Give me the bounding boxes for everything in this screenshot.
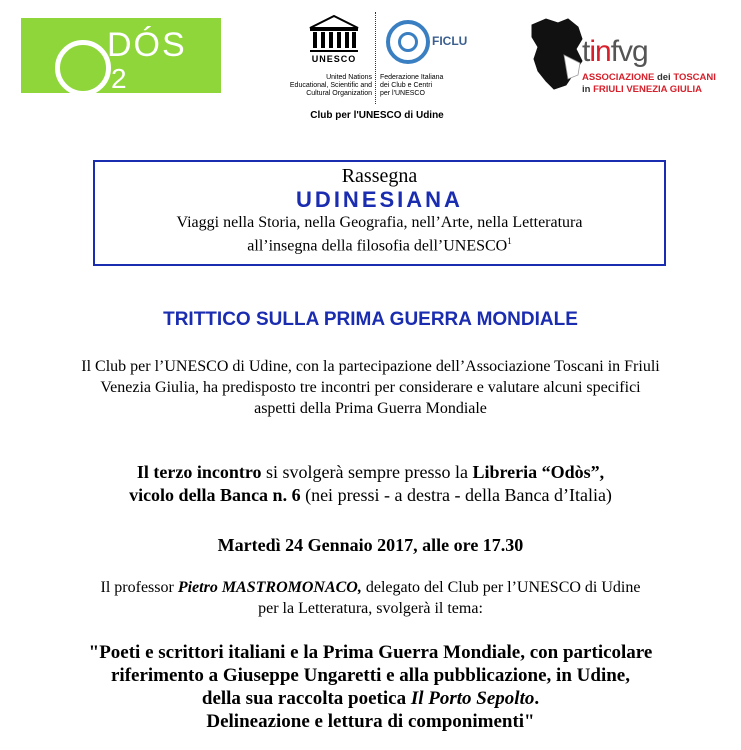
talk-topic <box>0 641 741 733</box>
event-date: Martedì 24 Gennaio 2017, alle ore 17.30 <box>217 535 524 555</box>
logo-divider <box>375 12 376 104</box>
rassegna-label: Rassegna <box>341 165 418 187</box>
venue-line-2 <box>0 484 741 507</box>
terzo-incontro: Il terzo incontro <box>136 462 262 482</box>
rassegna-subtitle-2-text: all’insegna della filosofia dell’UNESCO <box>247 237 508 255</box>
ficlu-circle-icon <box>386 20 430 64</box>
unesco-org-text <box>272 74 372 98</box>
topic-line: "Poeti e scrittori italiani e la Prima Guerra Mondiale, con particolare <box>88 642 653 663</box>
speaker-role: delegato del Club per l’UNESCO di Udine <box>361 579 641 596</box>
unesco-org-line: Cultural Organization <box>306 90 372 97</box>
tinfvg-logo <box>528 15 733 100</box>
intro-line: Venezia Giulia, ha predisposto tre incontri per considerare e valutare alcuni specifici <box>100 379 641 396</box>
brand-t: t <box>582 35 590 68</box>
tinfvg-region: FRIULI VENEZIA GIULIA <box>593 84 702 95</box>
unesco-temple-icon <box>308 14 360 54</box>
libreria-name: Libreria “Odòs”, <box>472 462 605 482</box>
speaker-line-1 <box>0 577 741 598</box>
brand-fvg: fvg <box>610 35 648 68</box>
rassegna-subtitle: Viaggi nella Storia, nella Geografia, nell’Arte, nella Letteratura <box>176 214 583 231</box>
ficlu-org-line: per l'UNESCO <box>380 90 425 97</box>
speaker-prefix: Il professor <box>100 579 178 596</box>
tinfvg-assoc: ASSOCIAZIONE <box>582 72 657 83</box>
unesco-word: UNESCO <box>311 54 357 64</box>
udinesiana-title: UDINESIANA <box>296 187 463 212</box>
ficlu-name: FICLU <box>432 34 468 48</box>
ficlu-org-text <box>380 74 480 98</box>
intro-paragraph <box>0 356 741 419</box>
venue-paragraph <box>0 461 741 507</box>
book-title: Il Porto Sepolto <box>410 688 535 709</box>
tinfvg-line1 <box>582 72 716 83</box>
tinfvg-dei: dei <box>656 72 674 83</box>
unesco-ficlu-logo <box>272 10 482 125</box>
tinfvg-brand <box>582 37 648 67</box>
venue-text: si svolgerà sempre presso la <box>261 462 473 482</box>
tinfvg-in: in <box>582 84 594 95</box>
topic-text: della sua raccolta poetica <box>201 688 411 709</box>
topic-line: Delineazione e lettura di componimenti" <box>206 711 535 732</box>
page-title: TRITTICO SULLA PRIMA GUERRA MONDIALE <box>163 309 578 330</box>
club-udine-line: Club per l'UNESCO di Udine <box>310 110 444 121</box>
speaker-name: Pietro MASTROMONACO, <box>177 579 362 596</box>
unesco-org-line: United Nations <box>326 74 372 81</box>
intro-line: Il Club per l’UNESCO di Udine, con la partecipazione dell’Associazione Toscani in Friuli <box>81 358 660 375</box>
tinfvg-toscani: TOSCANI <box>673 72 716 83</box>
odos-logo <box>21 18 221 93</box>
rassegna-box <box>93 160 666 266</box>
ficlu-org-line: dei Club e Centri <box>380 82 433 89</box>
odos-logo-word: DÓS <box>107 26 187 64</box>
ficlu-org-line: Federazione Italiana <box>380 74 444 81</box>
venue-line-1 <box>0 461 741 484</box>
odos-logo-subscript: 2 <box>111 63 127 93</box>
rassegna-subtitle-2 <box>95 232 664 255</box>
tinfvg-line2 <box>582 84 702 95</box>
topic-period: . <box>534 688 540 709</box>
speaker-line-2: per la Letteratura, svolgerà il tema: <box>258 600 483 617</box>
speaker-paragraph <box>0 577 741 619</box>
venue-note: (nei pressi - a destra - della Banca d’Italia) <box>300 485 612 505</box>
unesco-org-line: Educational, Scientific and <box>289 82 372 89</box>
brand-in: in <box>589 35 611 68</box>
intro-line: aspetti della Prima Guerra Mondiale <box>254 400 487 417</box>
topic-line <box>0 687 741 710</box>
footnote-mark: 1 <box>507 236 512 246</box>
venue-address: vicolo della Banca n. 6 <box>129 485 301 505</box>
topic-line: riferimento a Giuseppe Ungaretti e alla pubblicazione, in Udine, <box>111 665 630 686</box>
odos-ring-icon <box>55 40 111 93</box>
